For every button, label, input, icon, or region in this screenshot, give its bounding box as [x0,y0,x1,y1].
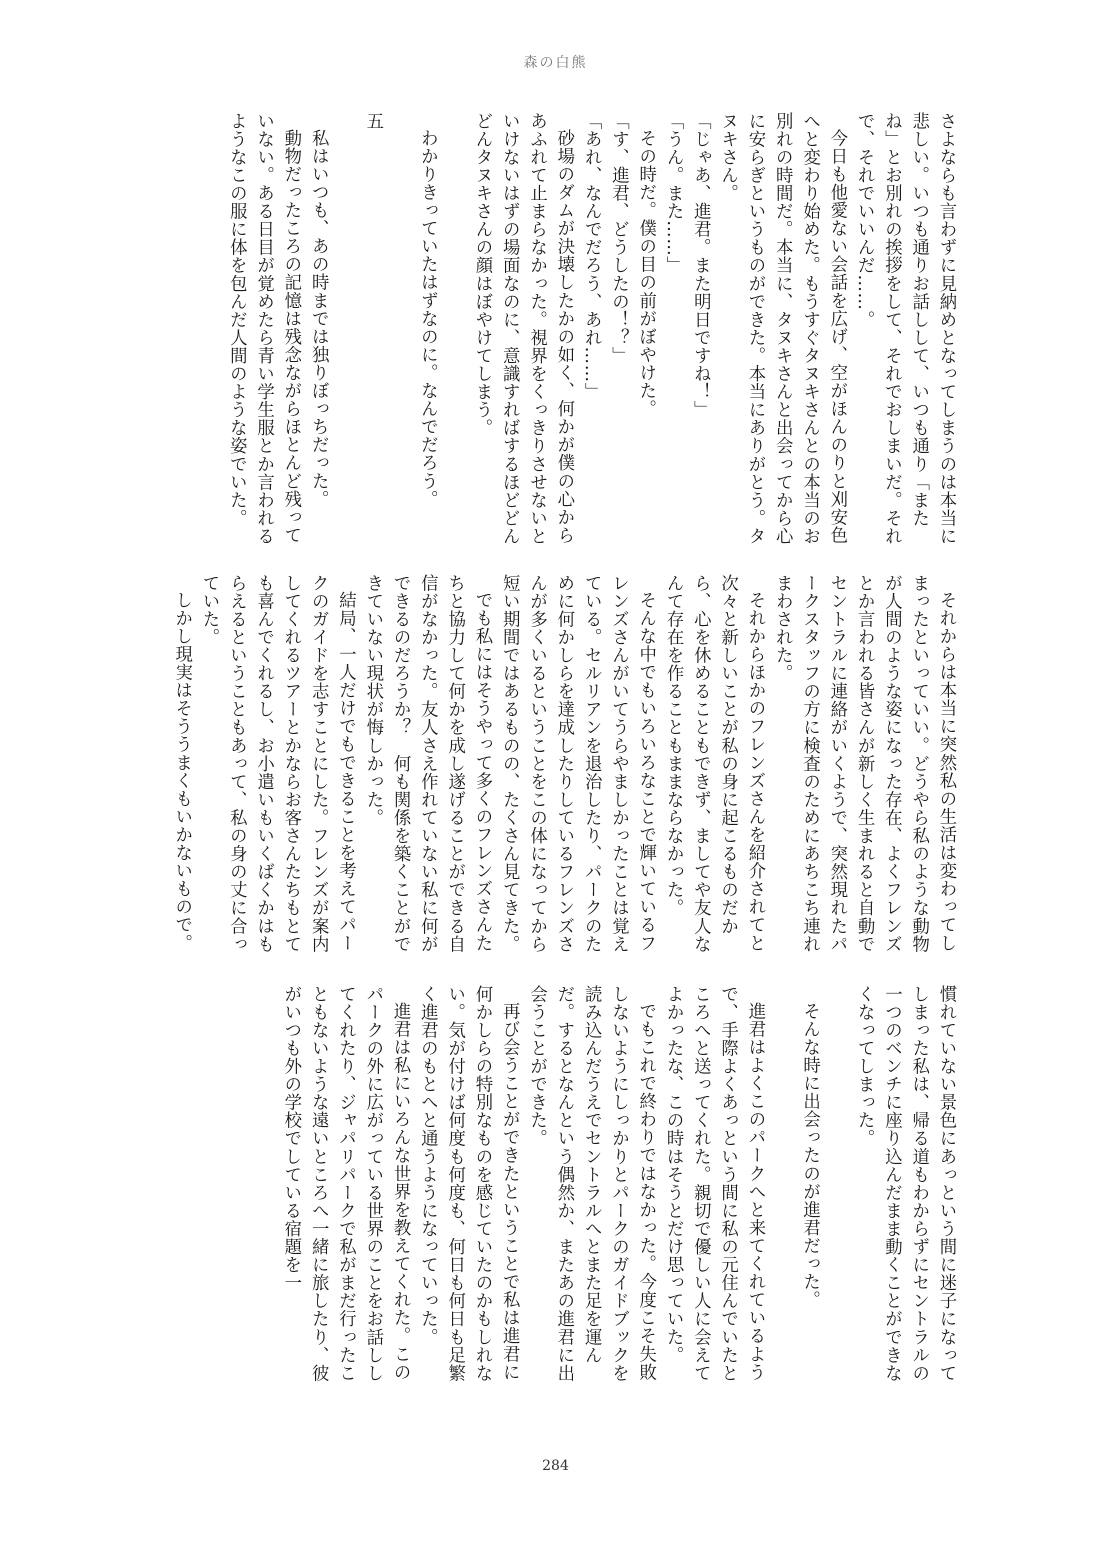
blank-line [331,112,358,550]
paragraph: 砂場のダムが決壊したかの如く、何かが僕の心からあふれて止まらなかった。視界をくっきりさせないといけないはずの場面なのに、意識すればするほどどんどんタヌキさんの顔はぼやけてしまう。 [471,112,574,546]
paragraph: でもこれで終わりではなかった。今度こそ失敗しないようにしっかりとパークのガイドブックを読み込んだうえでセントラルへとまた足を運んだ。するとなんという偶然か、またあの進君に出会うことができた。 [526,985,656,1383]
paragraph: でも私にはそうやって多くのフレンズさんたちと協力して何かを成し遂げることができる自信がなかった。友人さえ作れていない私に何ができるのだろうか？ 何も関係を築くことができていない現状が悔しかった。 [362,574,492,954]
section-heading: 五 [362,112,383,131]
blank-line [768,985,795,1399]
paragraph: 進君はよくこのパークへと来てくれているようで、手際よくあっという間に私の元住んでいたところへと送ってくれた。親切で優しい人に会えてよかったな、この時はそうとだけ思っていた。 [663,985,765,1383]
blank-line [386,112,413,550]
blank-line [823,985,850,1399]
dialogue-line: 「あれ、なんでだろう、あれ……」 [581,112,602,401]
paragraph: 動物だったころの記憶は残念ながらほとんど残っていない。ある日目が覚めたら青い学生服とか言われるようなこの服に体を包んだ人間のような姿でいた。 [226,112,301,546]
paragraph: 私はいつも、あの時までは独りぼっちだった。 [308,129,329,509]
paragraph: そんな中でもいろいろなことで輝いているフレンズさんがいてうらやましかったことは覚えている。セルリアンを退治したり、パークのために何かしらを達成したりしているフレンズさんが多くいるということをこの体になってから短い期間ではあるものの、たくさん見てきた。 [499,574,656,954]
text-tier-top [129,112,959,550]
paragraph: それからほかのフレンズさんを紹介されてと次々と新しいことが私の身に起こるものだから、心を休めることもできず、ましてや友人なんて存在を作ることもままならなかった。 [663,574,765,954]
paragraph: そんな時に出会ったのが進君だった。 [799,1002,820,1310]
paragraph: 進君は私にいろんな世界を教えてくれた。このパークの外に広がっている世界のことをお話ししてくれたり、ジャパリパークで私がまだ行ったこともないような遠いところへ一緒に旅したり、彼がいつも外の学校でしている宿題を一 [280,985,411,1383]
dialogue-line: 慣れていない景色にあっという間に迷子になってしまった私は、帰る道もわからずにセントラルの一つのベンチに座り込んだまま動くことができなくなってしまった。 [854,985,956,1383]
paragraph: 結局、一人だけでもできることを考えてパークのガイドを志すことにした。フレンズが案内してくれるツアーとかならお客さんたちもとても喜んでくれるし、お小遣いもいくばくかはもらえるということもあって、私の身の丈に合っていた。 [198,574,356,954]
dialogue-line: 「うん。また……」 [663,112,684,275]
text-tier-middle [129,574,959,954]
page-number: 284 [542,1458,569,1474]
paragraph: 再び会うことができたということで私は進君に何かしらの特別なものを感じていたのかもしれない。気が付けば何度も何度も、何日も何日も足繁く進君のもとへと通うようになっていった。 [417,985,520,1383]
paragraph: その時だ。僕の目の前がぼやけた。 [635,129,656,419]
running-head-title: 森の白熊 [523,55,588,71]
dialogue-line: 「じゃあ、進君。また明日ですね！」 [690,112,711,419]
paragraph: しかし現実はそううまくもいかないもので。 [171,591,192,953]
text-tier-bottom [129,985,959,1399]
dialogue-line: 「す、進君、どうしたの！？」 [608,112,629,365]
paragraph: 今日も他愛ない会話を広げ、空がほんのりと刈安色へと変わり始めた。もうすぐタヌキさんとの本当のお別れの時間だ。本当に、タヌキさんと出会ってから心に安らぎというものができた。本当にありがとう。タヌキさん。 [717,112,847,546]
paragraph: それからは本当に突然私の生活は変わってしまったといっていい。どうやら私のような動物が人間のような姿になった存在、よくフレンズとか言われる皆さんが新しく生まれると自動でセントラルに連絡がいくようで、突然現れたパークスタッフの方に検査のためにあちこち連れまわされた。 [772,574,956,954]
paragraph: わかりきっていたはずなのに。なんでだろう。 [417,129,438,509]
dialogue-line: さよならも言わずに見納めとなってしまうのは本当に悲しい。いつも通りお話しして、いつも通り「またね」とお別れの挨拶をして、それでおしまいだ。それで、それでいいんだ……。 [854,112,956,546]
blank-line [440,112,467,550]
